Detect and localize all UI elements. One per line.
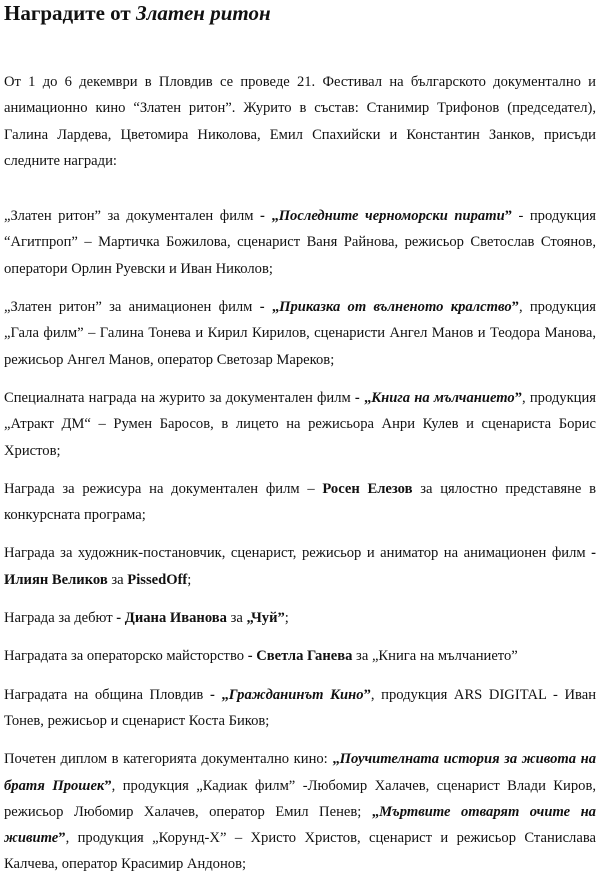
award-item [4, 203, 596, 282]
award-item [4, 294, 596, 373]
award-highlight: Мъртвите отварят очите на живите [4, 803, 596, 847]
award-text: , продукция „Гала филм” – Галина Тонева и Кирил Кирилов, сценаристи Ангел Манов и Теодора Манова, режисьор Ангел Манов, оператор Светозар Мареков; [4, 299, 596, 368]
award-item [4, 385, 596, 464]
award-item [4, 643, 596, 669]
award-highlight: ” [511, 299, 519, 316]
award-text: ; [187, 571, 192, 588]
award-text: Награда за художник-постановчик, сценарист, режисьор и аниматор на анимационен филм [4, 545, 592, 562]
award-list [4, 203, 596, 878]
award-highlight: - „ [354, 389, 372, 406]
award-highlight: - Илиян Великов [4, 545, 596, 588]
award-item [4, 682, 596, 735]
award-highlight: Последните черноморски пирати [278, 208, 505, 225]
award-text: Наградата за операторско майсторство [4, 648, 248, 665]
title-prefix: Наградите от [4, 1, 136, 25]
award-text: „Златен ритон” за документален филм [4, 208, 261, 225]
award-highlight: „ [371, 803, 380, 820]
award-text: , продукция „Кадиак филм” -Любомир Халачев, сценарист Влади Киров, режисьор Любомир Халачев, оператор Емил Пенев; [4, 777, 596, 820]
award-highlight: - „ [260, 208, 279, 225]
award-text: Награда за дебют [4, 610, 117, 627]
award-text: , продукция „Корунд-Х” – Христо Христов, сценарист и режисьор Станислава Калчева, оператор Красимир Андонов; [4, 830, 596, 873]
award-highlight: - Светла Ганева [247, 648, 353, 665]
award-text: за цялостно представяне в конкурсната програма; [4, 480, 596, 524]
award-text: Награда за режисура на документален филм – [4, 480, 323, 497]
award-item [4, 605, 596, 631]
award-text: за [107, 571, 128, 588]
award-highlight: - Диана Иванова [116, 610, 227, 627]
award-text: - продукция “Агитпроп” – Мартичка Божилова, сценарист Ваня Райнова, режисьор Светослав Стоянов, оператори Орлин Руевски и Иван Николов; [4, 208, 596, 277]
award-highlight: „Чуй” [246, 610, 285, 627]
award-highlight: ” [514, 389, 523, 406]
title-emphasis: Златен ритон [135, 1, 271, 25]
award-highlight: ” [504, 208, 512, 225]
award-highlight: Гражданинът Кино [228, 686, 364, 703]
award-text: „Златен ритон” за анимационен филм [4, 299, 260, 316]
award-text: , продукция ARS DIGITAL - Иван Тонев, режисьор и сценарист Коста Биков; [4, 686, 597, 729]
award-highlight: - „ [209, 686, 229, 703]
award-text: за „Книга на мълчанието” [352, 648, 518, 665]
award-highlight: Книга на мълчанието [371, 389, 515, 406]
intro-paragraph: От 1 до 6 декември в Пловдив се проведе 21. Фестивал на българското документално и анимационно кино “Златен ритон”. Журито в състав: Станимир Трифонов (председател), Галина Лардева, Цветомира Николова, Емил Спахийски и Константин Занков, присъди следните награди: [4, 74, 596, 169]
award-text: , продукция „Атракт ДМ“ – Румен Баросов, в лицето на режисьора Анри Кулев и сценариста Борис Христов; [4, 389, 596, 459]
award-highlight: - „ [259, 299, 280, 316]
award-highlight: ” [363, 686, 371, 703]
award-highlight: ” [104, 777, 112, 794]
award-text: Наградата на община Пловдив [4, 686, 210, 703]
award-highlight: „ [332, 751, 340, 768]
award-text: Почетен диплом в категорията документално кино: [4, 751, 333, 768]
award-highlight: PissedOff [127, 571, 188, 588]
award-text: ; [284, 610, 289, 627]
award-text: за [226, 610, 247, 627]
award-item [4, 746, 596, 877]
award-highlight: Приказка от вълненото кралство [279, 299, 512, 316]
award-highlight: Поучителната история за живота на братя Прошек [4, 751, 596, 794]
award-highlight: ” [58, 830, 66, 847]
page-title [4, 0, 596, 25]
award-item [4, 476, 596, 529]
award-item [4, 540, 596, 593]
award-highlight: Росен Елезов [322, 480, 413, 497]
award-text: Специалната награда на журито за документален филм [4, 389, 355, 406]
